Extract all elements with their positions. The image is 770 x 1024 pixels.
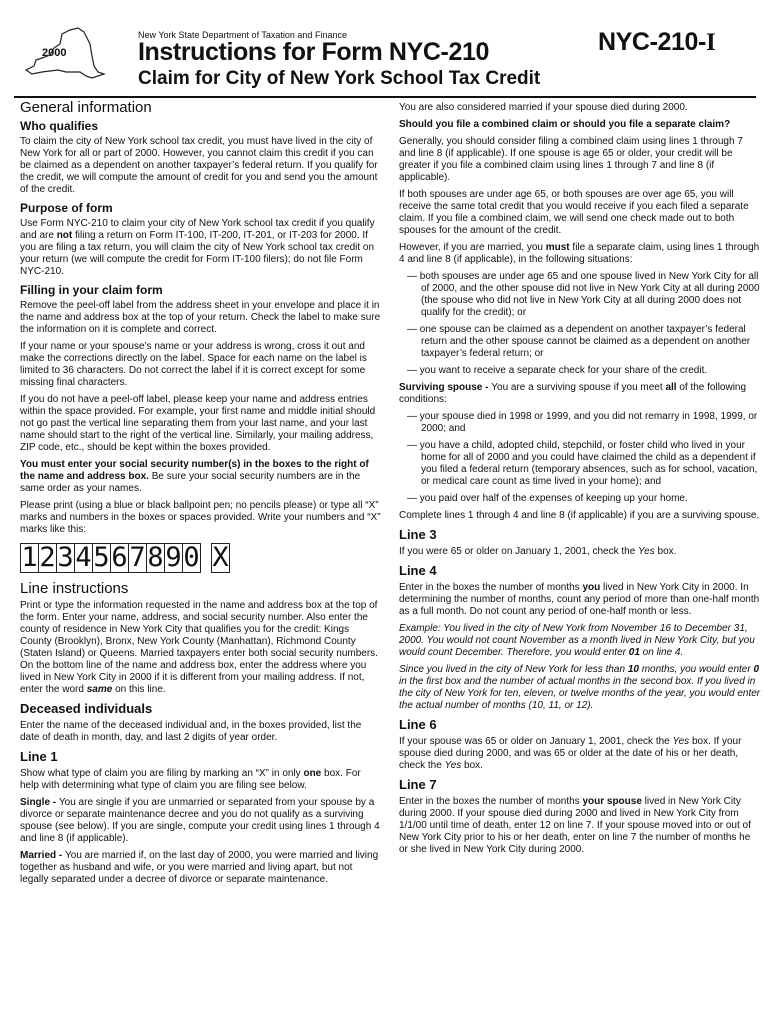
sample-digit: 4 (75, 542, 92, 573)
condition-item: — your spouse died in 1998 or 1999, and you did not remarry in 1998, 1999, or 2000; and (407, 411, 758, 434)
purpose-heading: Purpose of form (20, 201, 113, 215)
sample-digit: 7 (129, 542, 146, 573)
who-qualifies-text: To claim the city of New York school tax credit, you must have lived in the city of New York for all or part of 2000. However, you cannot claim this credit if you can be claimed as a dependent on another taxpayer’s federal return. If you qualify for the credit, we will compute the amount of credit for you and send you the amount of the credit. (20, 136, 378, 195)
sample-number-boxes (20, 541, 382, 575)
sample-digit: 3 (57, 542, 74, 573)
combined-question: Should you file a combined claim or should you file a separate claim? (399, 119, 731, 130)
purpose-text: Use Form NYC-210 to claim your city of New York school tax credit if you qualify and are not filing a return on Form IT-100, IT-200, IT-201, or IT-203 for 2000. If you are filing a tax return, you will claim the city of New York school tax credit on your return (we will compute the credit for Form IT-100 filers); do not file Form NYC-210. (20, 218, 375, 277)
filling-text-3: If you do not have a peel-off label, please keep your name and address entries within the space provided. For example, your first name and middle initial should not go past the vertical line separating them from your last name, and your last name should start to the right of the vertical line. Similarly, your mailing address, ZIP code, etc., should be kept within the boxes provided. (20, 394, 376, 453)
single-text: Single - You are single if you are unmarried or separated from your spouse by a divorce or separate maintenance decree and you do not qualify as a surviving spouse (see below). If you are single, compute your credit using lines 1 through 4 and line 8 (if applicable). (20, 797, 380, 844)
combined-text-1: Generally, you should consider filing a combined claim using lines 1 through 7 and line 8 (if applicable). If one spouse is age 65 or older, your credit will be greater if you file a combined claim using lines 1 through 7 and line 8 (if applicable). (399, 136, 743, 183)
form-number-prefix: NYC-210- (598, 28, 706, 56)
filling-heading: Filling in your claim form (20, 283, 163, 297)
line-4-text: Enter in the boxes the number of months you lived in New York City in 2000. In determining the number of months, count any period of more than one-half month as a full month. Do not count any period of one-half month or less. (399, 582, 760, 617)
situation-item: — one spouse can be claimed as a dependent on another taxpayer’s federal return and the other spouse cannot be claimed as a dependent on another taxpayer’s federal return; or (407, 324, 751, 359)
filling-text-2: If your name or your spouse’s name or your address is wrong, cross it out and make the corrections directly on the label. Space for each name on the label is limited to 36 characters. Do not correct the label if it is correct except for some missing final characters. (20, 341, 367, 388)
separate-text: However, if you are married, you must file a separate claim, using lines 1 through 4 and line 8 (if applicable), in the following situations: (399, 242, 760, 265)
page-subtitle: Claim for City of New York School Tax Credit (138, 68, 541, 89)
deceased-text: Enter the name of the deceased individual and, in the boxes provided, list the date of death in month, day, and last 2 digits of year order. (20, 720, 362, 743)
sample-digit: 9 (165, 542, 182, 573)
header-rule (14, 96, 756, 98)
sample-digit: 2 (39, 542, 56, 573)
general-information-heading: General information (20, 99, 152, 116)
right-column (399, 102, 761, 861)
surviving-complete-text: Complete lines 1 through 4 and line 8 (if applicable) if you are a surviving spouse. (399, 510, 760, 521)
line-instructions-heading: Line instructions (20, 580, 129, 597)
line-4-example: Example: You lived in the city of New York from November 16 to December 31, 2000. You would not count November as a month lived in New York City, but you would count December. Therefore, you would enter 01 on line 4. (399, 623, 755, 658)
line-3-heading: Line 3 (399, 527, 437, 542)
filling-text-5: Please print (using a blue or black ballpoint pen; no pencils please) or type all “X” marks and numbers in the boxes or spaces provided. Write your numbers and “X” marks like this: (20, 500, 381, 535)
line-7-heading: Line 7 (399, 777, 437, 792)
sample-digit: 8 (147, 542, 164, 573)
year-label: 2000 (42, 47, 67, 59)
left-column (20, 99, 382, 891)
line-7-text: Enter in the boxes the number of months your spouse lived in New York City during 2000. If your spouse died during 2000 and lived in New York City from 1/1/00 until time of death, enter 12 on line 7. If your spouse moved into or out of New York City prior to his or her death, enter on line 7 the number of months he or she lived in New York City during 2000. (399, 796, 751, 855)
sample-digit: 0 (183, 542, 200, 573)
new-york-state-map-logo (20, 22, 130, 82)
filling-text-4: You must enter your social security number(s) in the boxes to the right of the name and address box. Be sure your social security numbers are in the same order as your names. (20, 459, 369, 494)
line-1-text: Show what type of claim you are filing by marking an “X” in only one box. For help with determining what type of claim you are filing see below. (20, 768, 361, 791)
sample-digit: 5 (93, 542, 110, 573)
line-1-heading: Line 1 (20, 749, 58, 764)
situation-item: — you want to receive a separate check for your share of the credit. (407, 365, 708, 376)
form-number-suffix: I (705, 29, 716, 56)
condition-item: — you have a child, adopted child, stepchild, or foster child who lived in your home for all of 2000 and you could have claimed the child as a dependent if you filed a federal return (temporary absences, such as for school, vacation, or medical care count as time lived in your home); and (407, 440, 758, 487)
combined-text-2: If both spouses are under age 65, or both spouses are over age 65, you will receive the same total credit that you would receive if you each filed a separate claim. If you file a combined claim, we will send one check made out to both spouses for the amount of the credit. (399, 189, 749, 236)
filling-text-1: Remove the peel-off label from the address sheet in your envelope and place it in the name and address box at the top of your return. Check the label to make sure the information on it is complete and correct. (20, 300, 381, 335)
line-4-heading: Line 4 (399, 563, 437, 578)
line-6-heading: Line 6 (399, 717, 437, 732)
situation-item: — both spouses are under age 65 and one spouse lived in New York City for all of 2000, and the other spouse did not live in New York City at all during 2000 (the spouse who did not live in New York City at all during 2000 does not qualify for the credit); or (407, 271, 760, 318)
line-instructions-text: Print or type the information requested in the name and address box at the top of the form. Enter your name, address, and social security number. Also enter the county of residence in New York City that qualifies you for the credit: Kings County (Brooklyn), Bronx, New York County (Manhattan), Richmond County (Staten Island) or Queens. Married taxpayers enter both social security numbers. On the bottom line of the name and address box, enter the address where you lived in New York City in 2000 if it is different from your mailing address. If not, enter the word same on this line. (20, 600, 378, 695)
sample-digit: 6 (111, 542, 128, 573)
line-6-text: If your spouse was 65 or older on January 1, 2001, check the Yes box. If your spouse died during 2000, and was 65 or older at the date of his or her death, check the Yes box. (399, 736, 742, 771)
who-qualifies-heading: Who qualifies (20, 119, 98, 133)
line-4-example-2: Since you lived in the city of New York for less than 10 months, you would enter 0 in the first box and the number of actual months in the second box. If you lived in the city of New York for ten, eleven, or twelve months of the year, you would enter the actual number of months (10, 11, or 12). (399, 664, 761, 711)
married-died-text: You are also considered married if your spouse died during 2000. (399, 102, 688, 113)
surviving-spouse-text: Surviving spouse - You are a surviving spouse if you meet all of the following conditions: (399, 382, 747, 405)
sample-x-box: X (212, 542, 229, 573)
married-text: Married - You are married if, on the last day of 2000, you were married and living together as husband and wife, or you were married and living apart, but not legally separated under a decree of divorce or separate maintenance. (20, 850, 379, 885)
sample-digit-boxes (20, 543, 201, 573)
line-3-text: If you were 65 or older on January 1, 2001, check the Yes box. (399, 546, 677, 557)
sample-digit: 1 (21, 542, 38, 573)
form-number (598, 28, 715, 57)
condition-item: — you paid over half of the expenses of keeping up your home. (407, 493, 688, 504)
deceased-heading: Deceased individuals (20, 701, 153, 716)
page-title: Instructions for Form NYC-210 (138, 38, 489, 66)
department-name: New York State Department of Taxation and Finance (138, 30, 347, 40)
